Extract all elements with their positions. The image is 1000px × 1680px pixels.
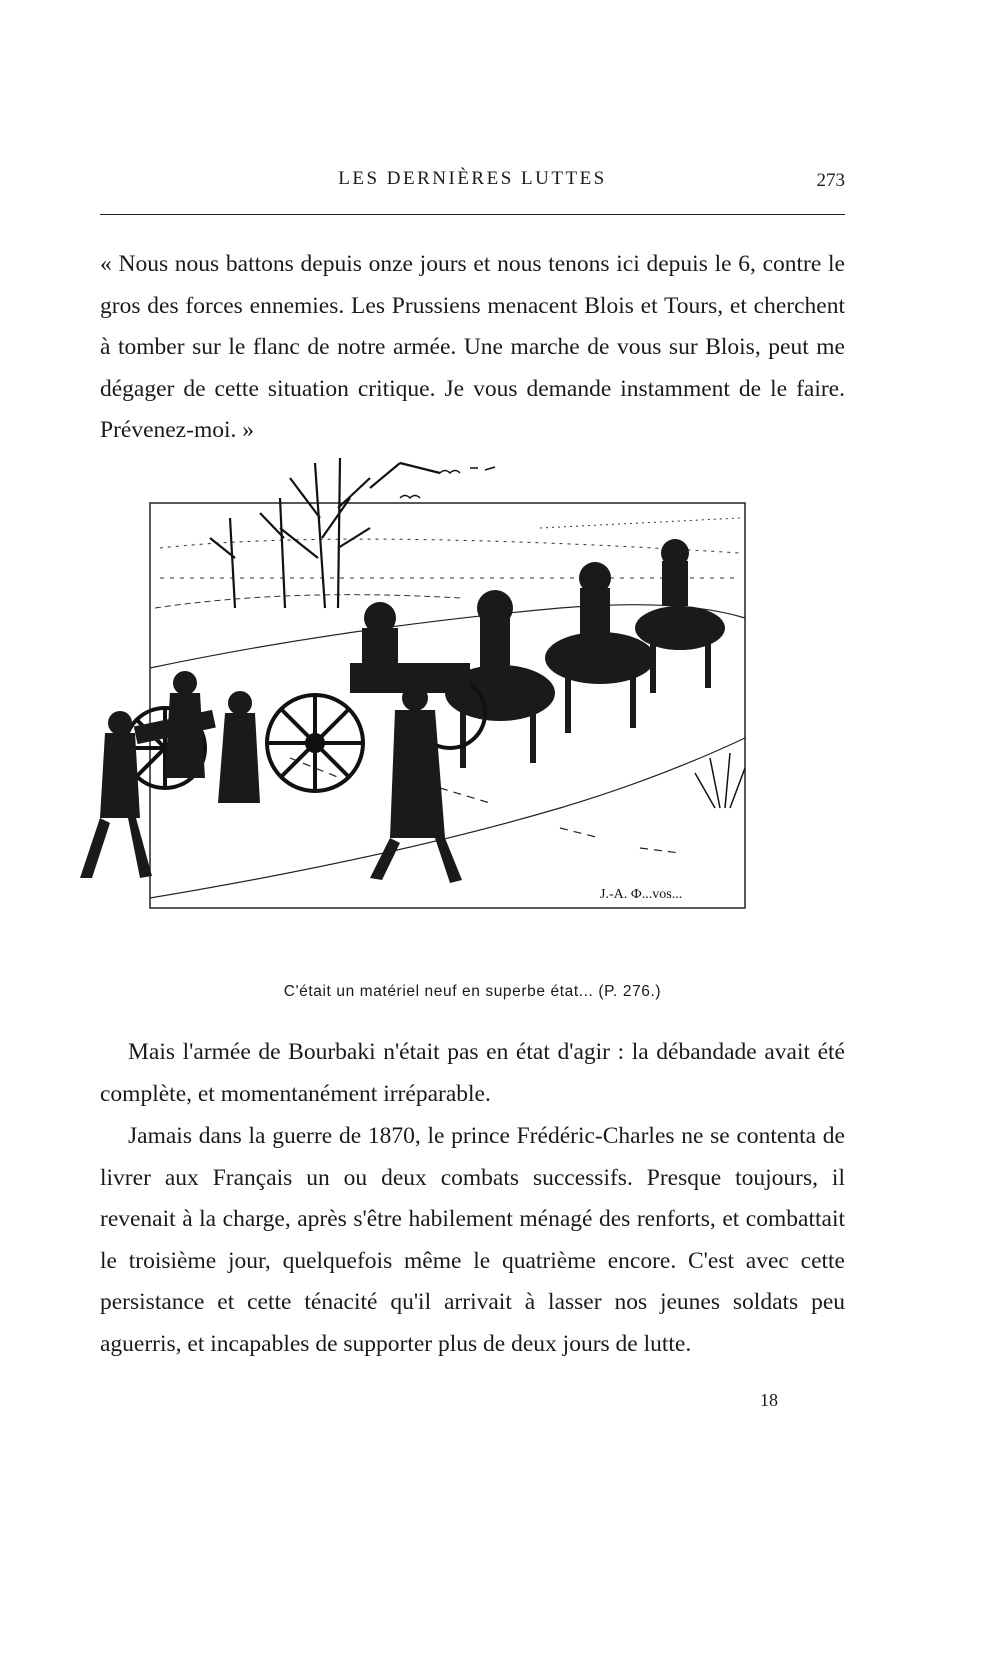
artillery-march-engraving [40, 458, 840, 968]
header-rule [100, 214, 845, 215]
figure-caption: C'était un matériel neuf en superbe état... (P. 276.) [283, 983, 662, 1000]
quoted-dispatch-paragraph: « Nous nous battons depuis onze jours et nous tenons ici depuis le 6, contre le gros des forces ennemies. Les Prussiens menacent Blois et Tours, et cherchent à tomber sur le flanc de notre armée. Une marche de vous sur Blois, peut me dégager de cette situation critique. Je vous demande instamment de le faire. Prévenez-moi. » [100, 251, 845, 443]
birds [400, 467, 495, 498]
body-paragraph-bourbaki: Mais l'armée de Bourbaki n'était pas en état d'agir : la débandade avait été complète, et momentanément irréparable. [100, 1039, 845, 1107]
signature-mark: 18 [760, 1390, 778, 1410]
page-number: 273 [816, 170, 845, 191]
running-title: LES DERNIÈRES LUTTES [338, 168, 607, 189]
page-header [100, 168, 845, 198]
engraving-illustration [40, 458, 840, 968]
body-paragraph-frederic-charles: Jamais dans la guerre de 1870, le prince Frédéric-Charles ne se contenta de livrer aux Français un ou deux combats successifs. Presque toujours, il revenait à la charge, après s'être habilement ménagé des renforts, et combattait le troisième jour, quelquefois même le quatrième encore. C'est avec cette persistance et cette ténacité qu'il arrivait à lasser nos jeunes soldats peu aguerris, et incapables de supporter plus de deux jours de lutte. [100, 1123, 845, 1357]
artist-signature: J.-A. Ф...vos... [600, 887, 683, 902]
